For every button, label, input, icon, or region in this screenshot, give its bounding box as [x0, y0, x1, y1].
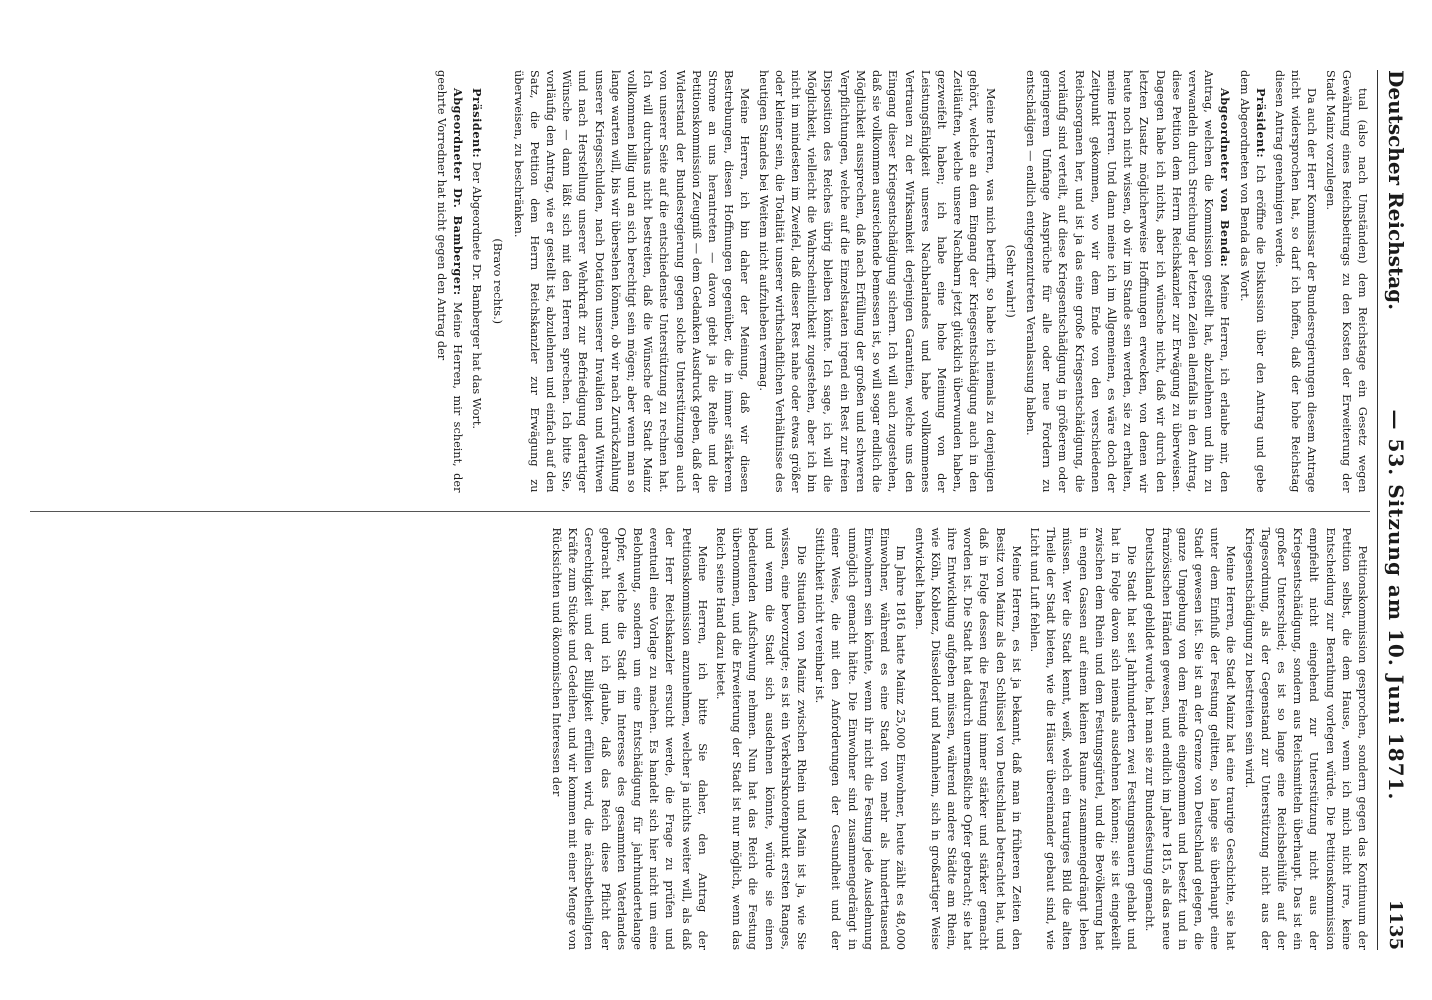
paragraph: Meine Herren, es ist ja bekannt, daß man in früheren Zeiten den Besitz von Mainz als den Schlüssel von Deutschland betrachtet hat, und daß in Folge dessen die Festung immer stärker und stärker gemacht worden ist. Die Stadt hat dadurch unermeßliche Opfer gebracht; sie hat ihre Entwicklung aufgeben müssen, während andere Städte am Rhein, wie Köln, Koblenz, Düsseldorf und Mannheim, sich in großartiger Weise entwickelt haben. — [912, 527, 1023, 950]
paragraph: Meine Herren, ich bitte Sie daher, den Antrag der Petitionskommission anzunehmen, welcher ja nichts weiter will, als daß der Herr Reichskanzler ersucht werde, die Frage zu prüfen und eventuell eine Vorlage zu machen. Es handelt sich hier nicht um eine Belohnung, sondern um eine Entschädigung für jahrhundertelange Opfer, welche die Stadt im Interesse des gesammten Vaterlandes gebracht hat, und ich glaube, daß das Reich diese Pflicht der Gerechtigkeit und der Billigkeit erfüllen wird, die nächstbetheiligten Kräfte zum Stücke und Gedeihen, und wir kommen mit einer Menge von Rücksichten und ökonomischen Interessen der — [550, 527, 709, 950]
paragraph: Im Jahre 1816 hatte Mainz 25,000 Einwohner, heute zählt es 48,000 Einwohner, während es eine Stadt von mehr als hunderttausend Einwohnern sein könnte, wenn ihr nicht die Festung jede Ausdehnung unmöglich gemacht hätte. Die Einwohner sind zusammengedrängt in einer Weise, die mit den Anforderungen der Gesundheit und der Sittlichkeit nicht vereinbar ist. — [813, 527, 908, 950]
page-number: 1135 — [1385, 899, 1407, 950]
paragraph: Präsident: Ich eröffne die Diskussion über den Antrag und gebe dem Abgeordneten von Benda das Wort. — [1237, 70, 1268, 493]
speaker-name: Abgeordneter von Benda: — [1218, 88, 1233, 268]
paragraph: (Bravo rechts.) — [491, 238, 505, 325]
right-column — [30, 511, 1370, 951]
paragraph: Meine Herren, ich bin daher der Meinung, daß wir diesen Bestrebungen, diesen Hoffnungen gegenüber, die in immer stärkerem Strome an uns herantreten — davon giebt ja die Reihe und die Petitionskommission Zeugniß — dem Gedanken Ausdruck geben, daß der Widerstand der Bundesregierung gegen solche Unterstützungen auch von unserer Seite auf die entschiedenste Unterstützung zu rechnen hat. Ich will durchaus nicht bestreiten, daß die Wünsche der Stadt Mainz vollkommen billig und an sich berechtigt sein mögen; aber wenn man so lange warten will, bis wir übersehen können, ob wir nach Zurückzahlung unserer Kriegsschulden, nach Dotation unserer Invaliden und Wittwen und nach Herstellung unserer Wehrkraft zur Befriedigung derartiger Wünsche — dann läßt sich mit den Herren sprechen. Ich bitte Sie, vorläufig den Antrag, wie er gestellt ist, abzulehnen und einfach auf den Satz, die Petition dem Herrn Reichskanzler zur Erwägung zu überweisen, zu beschränken. — [511, 70, 752, 493]
paragraph: Die Stadt hat seit Jahrhunderten zwei Festungsmauern gehabt und hat in Folge davon sich niemals ausdehnen können; sie ist eingekeilt zwischen dem Rhein und dem Festungsgürtel, und die Bevölkerung hat in engen Gassen auf einem kleinen Raume zusammengedrängt leben müssen. Wer die Stadt kennt, weiß, welch ein trauriges Bild die alten Theile der Stadt bieten, wie die Häuser übereinander gebaut sind, wie Licht und Luft fehlen. — [1027, 527, 1139, 950]
journal-title: Deutscher Reichstag. — [1384, 70, 1408, 311]
paragraph: Da auch der Herr Kommissar der Bundesregierungen diesem Antrage nicht widersprochen hat, so darf ich hoffen, daß der hohe Reichstag diesen Antrag genehmigen werde. — [1272, 70, 1319, 493]
paragraph: (Sehr wahr!) — [1003, 244, 1017, 318]
paragraph: Abgeordneter Dr. Bamberger: Meine Herren, mir scheint, der geehrte Vorredner hat nicht gegen den Antrag der — [434, 70, 466, 493]
paragraph: tual (also nach Umständen) dem Reichstage ein Gesetz wegen Gewährung eines Reichsbeitrags zu den Kosten der Erweiterung der Stadt Mainz vorzulegen. — [1323, 70, 1369, 493]
paragraph: Abgeordneter von Benda: Meine Herren, ich erlaube mir, den Antrag, welchen die Kommission gestellt hat, abzulehnen und ihn zu verwandeln durch Streichung der letzten Zeilen allenfalls in den Antrag, diese Petition dem Herrn Reichskanzler zur Erwägung zu überweisen. Dagegen habe ich nichts, aber ich wünsche nicht, daß wir durch den letzten Zusatz möglicherweise Hoffnungen erwecken, von denen wir heute noch nicht wissen, ob wir im Stande sein werden, sie zu erhalten, meine Herren. Und dann meine ich im Allgemeinen, es wäre doch der Zeitpunkt gekommen, wo wir dem Ende von den verschiedenen Reichsorganen her, und ist ja das eine große Kriegsentschädigung, die vorläufig sind verteilt, auf diese Kriegsentschädigung in größerem oder geringerem Umfange Ansprüche für alle oder neue Fordern zu entschädigen — endlich entgegenzutreten Veranlassung haben. — [1023, 70, 1233, 493]
paragraph: Meine Herren, was mich betrifft, so habe ich niemals zu denjenigen gehört, welche an dem Eingang der Kriegsentschädigung auch in den Zeitläuften, welche unsere Nachbarn jetzt glücklich überwunden haben, gezweifelt haben; ich habe eine hohe Meinung von der Leistungsfähigkeit unseres Nachbarlandes und habe vollkommenes Vertrauen zu der Wirksamkeit derjenigen Garantien, welche uns den Eingang dieser Kriegsentschädigung sichern. Ich will auch zugestehen, daß sie vollkommen ausreichende bemessen ist, so will sogar endlich die Möglichkeit aussprechen, daß nach Erfüllung der großen und schweren Verpflichtungen, welche auf die Einzelstaaten irgend ein Rest zur freien Disposition des Reiches übrig bleiben könnte. Ich sage, ich will die Möglichkeit, vielleicht die Wahrscheinlichkeit zugestehen, aber ich bin nicht im mindesten im Zweifel, daß dieser Rest nahe oder etwas größer oder kleiner sein, die Totalität unserer wirthschaftlichen Verhältnisse des heutigen Standes bei Weitem nicht aufzuheben vermag. — [756, 70, 997, 493]
paragraph: Präsident: Der Abgeordnete Dr. Bamberger hat das Wort. — [470, 88, 485, 429]
speaker-name: Präsident: — [1253, 88, 1268, 159]
paragraph: Meine Herren, die Stadt Mainz hat eine traurige Geschichte, sie hat unter dem Einfluß der Festung gelitten, so lange sie überhaupt eine Stadt gewesen ist. Sie ist an der Grenze von Deutschland gelegen, die ganze Umgebung von dem Feinde eingenommen und besetzt und in französischen Händen gewesen, und endlich im Jahre 1815, als das neue Deutschland gebildet wurde, hat man sie zur Bundesfestung gemacht. — [1143, 527, 1238, 950]
text-columns — [30, 70, 1370, 950]
session-title: — 53. Sitzung am 10. Juni 1871. — [1384, 409, 1408, 801]
speaker-name: Abgeordneter Dr. Bamberger: — [451, 88, 466, 296]
left-column — [30, 70, 1370, 493]
paragraph: Die Situation von Mainz zwischen Rhein und Main ist ja, wie Sie wissen, eine bevorzugte; es ist ein Verkehrsknotenpunkt ersten Ranges, und wenn die Stadt sich ausdehnen könnte, würde sie einen bedeutenden Aufschwung nehmen. Nun hat das Reich die Festung übernommen, und die Erweiterung der Stadt ist nur möglich, wenn das Reich seine Hand dazu bietet. — [714, 527, 809, 950]
page-header — [1377, 70, 1414, 950]
speaker-name: Präsident: — [470, 88, 485, 159]
paragraph: Petitionskommission gesprochen, sondern gegen das Kontinuum der Petition selbst, die dem Hause, wenn ich mich nicht irre, keine Entscheidung zur Berathung vorlegen würde. Die Petitionskommission empfiehlt nicht eingehend zur Unterstützung nicht aus der Kriegsentschädigung, sondern aus Reichsmitteln überhaupt. Das ist ein großer Unterschied; es ist so lange eine Reichsbeihülfe auf der Tagesordnung, als der Gegenstand zur Unterstützung nicht aus der Kriegsentschädigung zu bestreiten sein wird. — [1242, 527, 1369, 950]
